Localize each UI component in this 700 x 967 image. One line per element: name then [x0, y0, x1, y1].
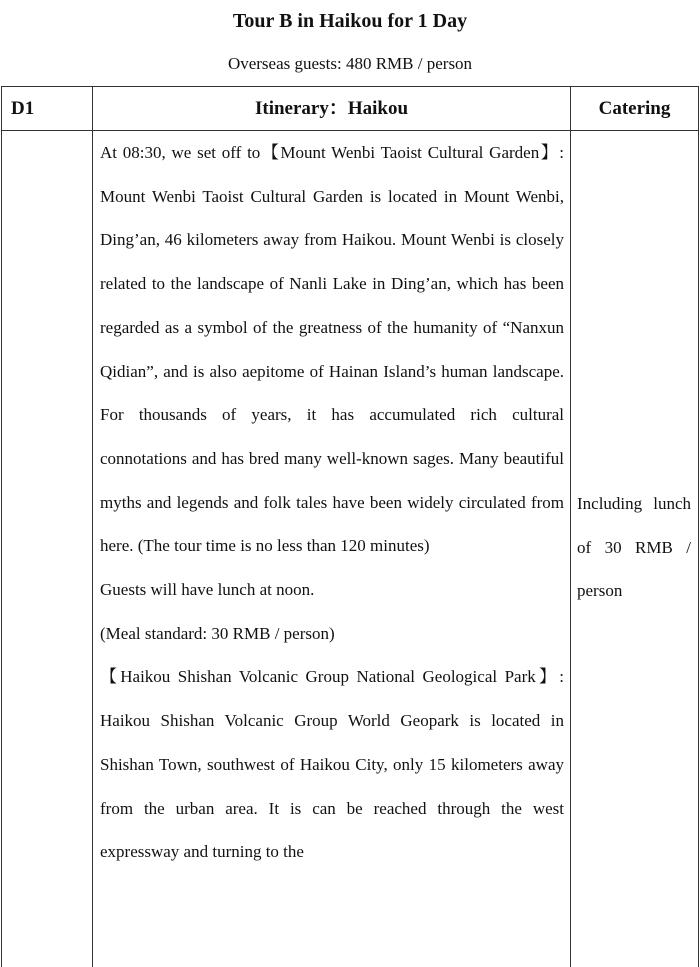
- price-subtitle: Overseas guests: 480 RMB / person: [227, 54, 473, 73]
- day-cell: [2, 131, 93, 967]
- header-itinerary: Itinerary：Haikou: [93, 87, 571, 131]
- catering-text: Including lunch of 30 RMB / person: [577, 494, 691, 601]
- itinerary-meal-standard: (Meal standard: 30 RMB / person): [100, 623, 335, 643]
- header-catering: Catering: [571, 87, 699, 131]
- itinerary-paragraph-wenbi: At 08:30, we set off to【Mount Wenbi Taoist Cultural Garden】: Mount Wenbi Taoist Cultural Garden is located in Mount Wenbi, Ding’an, 46 kilometers away from Haikou. Mount Wenbi is closely related to the landscape of Nanli Lake in Ding’an, which has been regarded as a symbol of the greatness of the humanity of “Nanxun Qidian”, and is also aepitome of Hainan Island’s human landscape. For thousands of years, it has accumulated rich cultural connotations and has bred many well-known sages. Many beautiful myths and legends and folk tales have been widely circulated from here. (The tour time is no less than 120 minutes): [100, 143, 564, 556]
- header-day: D1: [2, 87, 93, 131]
- page-title: Tour B in Haikou for 1 Day: [232, 10, 468, 32]
- itinerary-lunch-note: Guests will have lunch at noon.: [100, 580, 315, 600]
- catering-cell: [571, 131, 699, 967]
- itinerary-table: [1, 86, 699, 967]
- itinerary-paragraph-shishan: 【Haikou Shishan Volcanic Group National Geological Park】: Haikou Shishan Volcanic Group World Geopark is located in Shishan Town, southwest of Haikou City, only 15 kilometers away from the urban area. It is can be reached through the west expressway and turning to the: [100, 667, 564, 862]
- itinerary-cell: [93, 131, 571, 967]
